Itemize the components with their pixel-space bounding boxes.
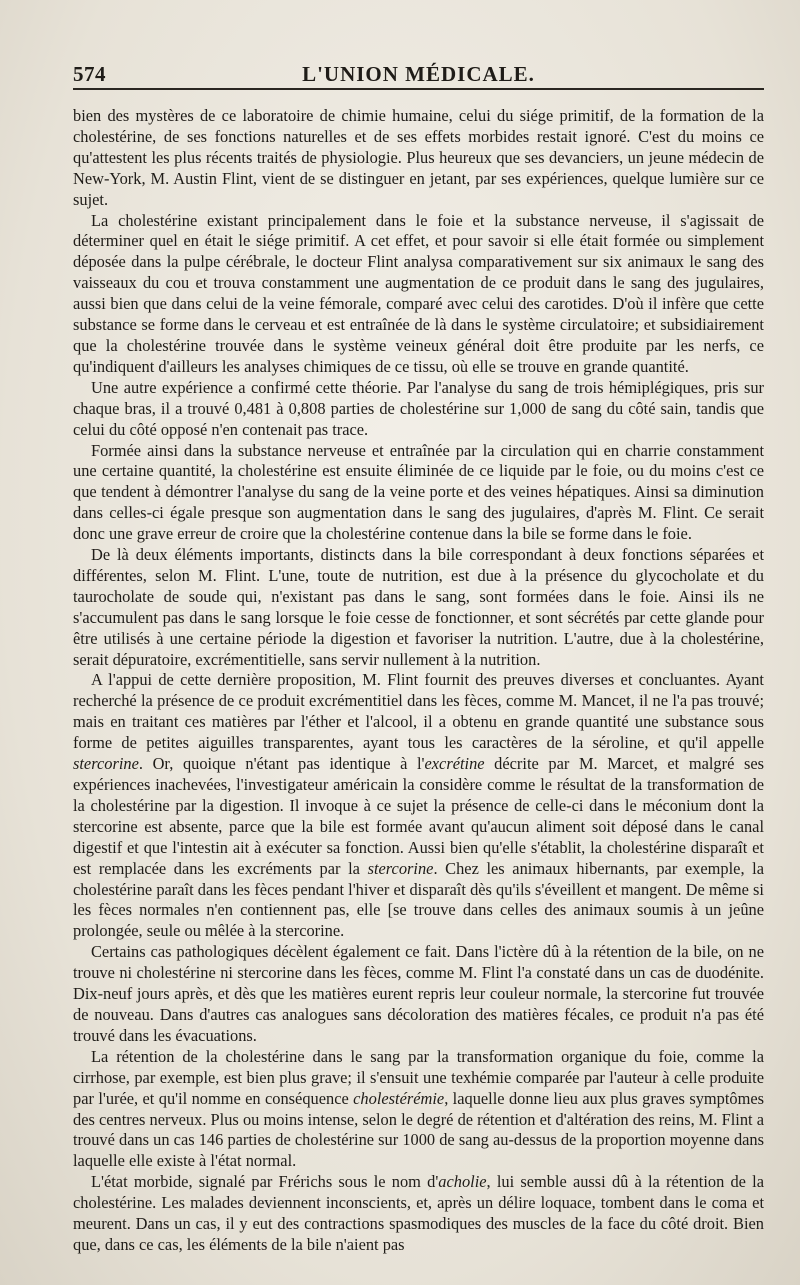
paragraph-text: Formée ainsi dans la substance nerveuse et entraînée par la circulation qui en charrie constamment une certaine quantité, la cholestérine est ensuite éliminée de ce liquide par le foie, ou du moins c'est ce que tendent à démontrer l'analyse du sang de la veine porte et des veines hépatiques. Ainsi sa diminution dans celles-ci égale presque son augmentation dans le sang des jugulaires, d'après M. Flint. Ce serait donc une grave erreur de croire que la cholestérine contenue dans la bile se forme dans le foie. — [73, 440, 764, 544]
page-header — [73, 54, 764, 90]
paragraph-9 — [73, 1172, 764, 1256]
italic-term: stercorine — [367, 858, 434, 878]
paragraph-text: A l'appui de cette dernière proposition, M. Flint fournit des preuves diverses et concluantes. Ayant recherché la présence de ce produit excrémentitiel dans les fèces, comme M. Mancet, il ne l'a pas trouvé; mais en traitant ces matières par l'éther et l'alcool, il a obtenu en grande quantité une substance sous forme de petites aiguilles transparentes, ayant tous les caractères de la séroline, et qu'il appelle — [73, 670, 764, 753]
paragraph-text: La cholestérine existant principalement dans le foie et la substance nerveuse, il s'agissait de déterminer quel en était le siége primitif. A cet effet, et pour savoir si elle était formée ou simplement déposée dans la pulpe cérébrale, le docteur Flint analysa comparativement sur six animaux le sang des vaisseaux du cou et trouva constamment une augmentation de ce produit dans le sang des jugulaires, aussi bien que dans celui de la veine fémorale, comparé avec celui des carotides. D'où il infère que cette substance se forme dans le cerveau et est entraînée de là dans le système circulatoire; et subsidiairement que la cholestérine trouvée dans le système veineux général doit être produite par les nerfs, ce qu'indiquent d'ailleurs les analyses chimiques de ce tissu, où elle se trouve en grande quantité. — [73, 210, 764, 376]
paragraph-text: , laquelle donne lieu aux plus graves symptômes des centres nerveux. Plus ou moins intense, selon le degré de rétention et d'altération des reins, M. Flint a trouvé dans un cas 146 parties de cholestérine sur 1000 de sang au-dessus de la proportion moyenne dans laquelle elle existe à l'état normal. — [73, 1088, 764, 1171]
paragraph-4 — [73, 441, 764, 546]
italic-term: cholestérémie — [353, 1088, 445, 1108]
paragraph-text: . Chez les animaux hibernants, par exemple, la cholestérine paraît dans les fèces pendant l'hiver et disparaît dès qu'ils s'éveillent et mangent. De même si les fèces normales n'en contiennent pas, elle [se trouve dans celles des animaux soumis à un jeûne prolongée, seule ou mêlée à la stercorine. — [73, 858, 764, 941]
italic-term: excrétine — [424, 754, 485, 774]
running-title: L'UNION MÉDICALE. — [302, 62, 535, 86]
paragraph-5 — [73, 545, 764, 670]
paragraph-text: bien des mystères de ce laboratoire de chimie humaine, celui du siége primitif, de la formation de la cholestérine, de ses fonctions naturelles et de ses effets morbides restait ignoré. C'est du moins ce qu'attestent les plus récents traités de physiologie. Plus heureux que ses devanciers, un jeune médecin de New-York, M. Austin Flint, vient de se distinguer en jetant, par ses expériences, quelque lumière sur ce sujet. — [73, 106, 764, 209]
paragraph-text: Certains cas pathologiques décèlent également ce fait. Dans l'ictère dû à la rétention de la bile, on ne trouve ni cholestérine ni stercorine dans les fèces, comme M. Flint l'a constaté dans un cas de duodénite. Dix-neuf jours après, et dès que les matières eurent repris leur couleur normale, la stercorine fut trouvée de nouveau. Dans d'autres cas analogues sans décoloration des matières fécales, ce produit n'a pas été trouvé dans les évacuations. — [73, 942, 764, 1045]
italic-term: acholie — [438, 1172, 487, 1192]
paragraph-text: . Or, quoique n'étant pas identique à l' — [138, 754, 425, 774]
paragraph-7 — [73, 942, 764, 1047]
paragraph-1 — [73, 106, 764, 211]
body-text — [73, 106, 764, 1256]
paragraph-text: De là deux éléments importants, distincts dans la bile correspondant à deux fonctions séparées et différentes, selon M. Flint. L'une, toute de nutrition, est due à la présence du glycocholate et du taurocholate de soude qui, n'existant pas dans le sang, sont formées dans le foie. Ainsi ils ne s'accumulent pas dans le sang lorsque le foie cesse de fonctionner, et sont sécrétés par cette glande pour être utilisés à une certaine période la digestion et favoriser la nutrition. L'autre, due à la cholestérine, serait dépuratoire, excrémentitielle, sans servir nullement à la nutrition. — [73, 545, 764, 669]
paragraph-text: décrite par M. Marcet, et malgré ses expériences inachevées, l'investigateur américain la considère comme le résultat de la transformation de la cholestérine par la digestion. Il invoque à ce sujet la présence de celle-ci dans le méconium dont la stercorine est absente, parce que la bile est formée avant qu'aucun aliment soit déposé dans le canal digestif et que l'intestin ait à exécuter sa fonction. Aussi bien qu'elle s'établit, la cholestérine disparaît et est remplacée dans les excréments par la — [73, 754, 764, 878]
paragraph-text: , lui semble aussi dû à la rétention de la cholestérine. Les malades deviennent inconscients, et, après un délire loquace, tombent dans le coma et meurent. Dans un cas, il y eut des contractions spasmodiques des muscles de la face du côté droit. Bien que, dans ce cas, les éléments de la bile n'aient pas — [73, 1172, 764, 1254]
paragraph-text: Une autre expérience a confirmé cette théorie. Par l'analyse du sang de trois hémiplégiques, pris sur chaque bras, il a trouvé 0,481 à 0,808 parties de cholestérine sur 1,000 de sang du côté sain, tandis que celui du côté opposé n'en contenait pas trace. — [73, 377, 764, 439]
paragraph-2 — [73, 211, 764, 378]
paragraph-8 — [73, 1047, 764, 1172]
italic-term: stercorine — [73, 754, 139, 774]
page-number: 574 — [73, 62, 106, 86]
paragraph-text: La rétention de la cholestérine dans le sang par la transformation organique du foie, comme la cirrhose, par exemple, est bien plus grave; il s'ensuit une texhémie comparée par l'auteur à celle produite par l'urée, et qu'il nomme en conséquence — [73, 1046, 764, 1108]
paragraph-3 — [73, 378, 764, 441]
paragraph-6 — [73, 670, 764, 942]
paragraph-text: L'état morbide, signalé par Frérichs sous le nom d' — [91, 1172, 439, 1192]
